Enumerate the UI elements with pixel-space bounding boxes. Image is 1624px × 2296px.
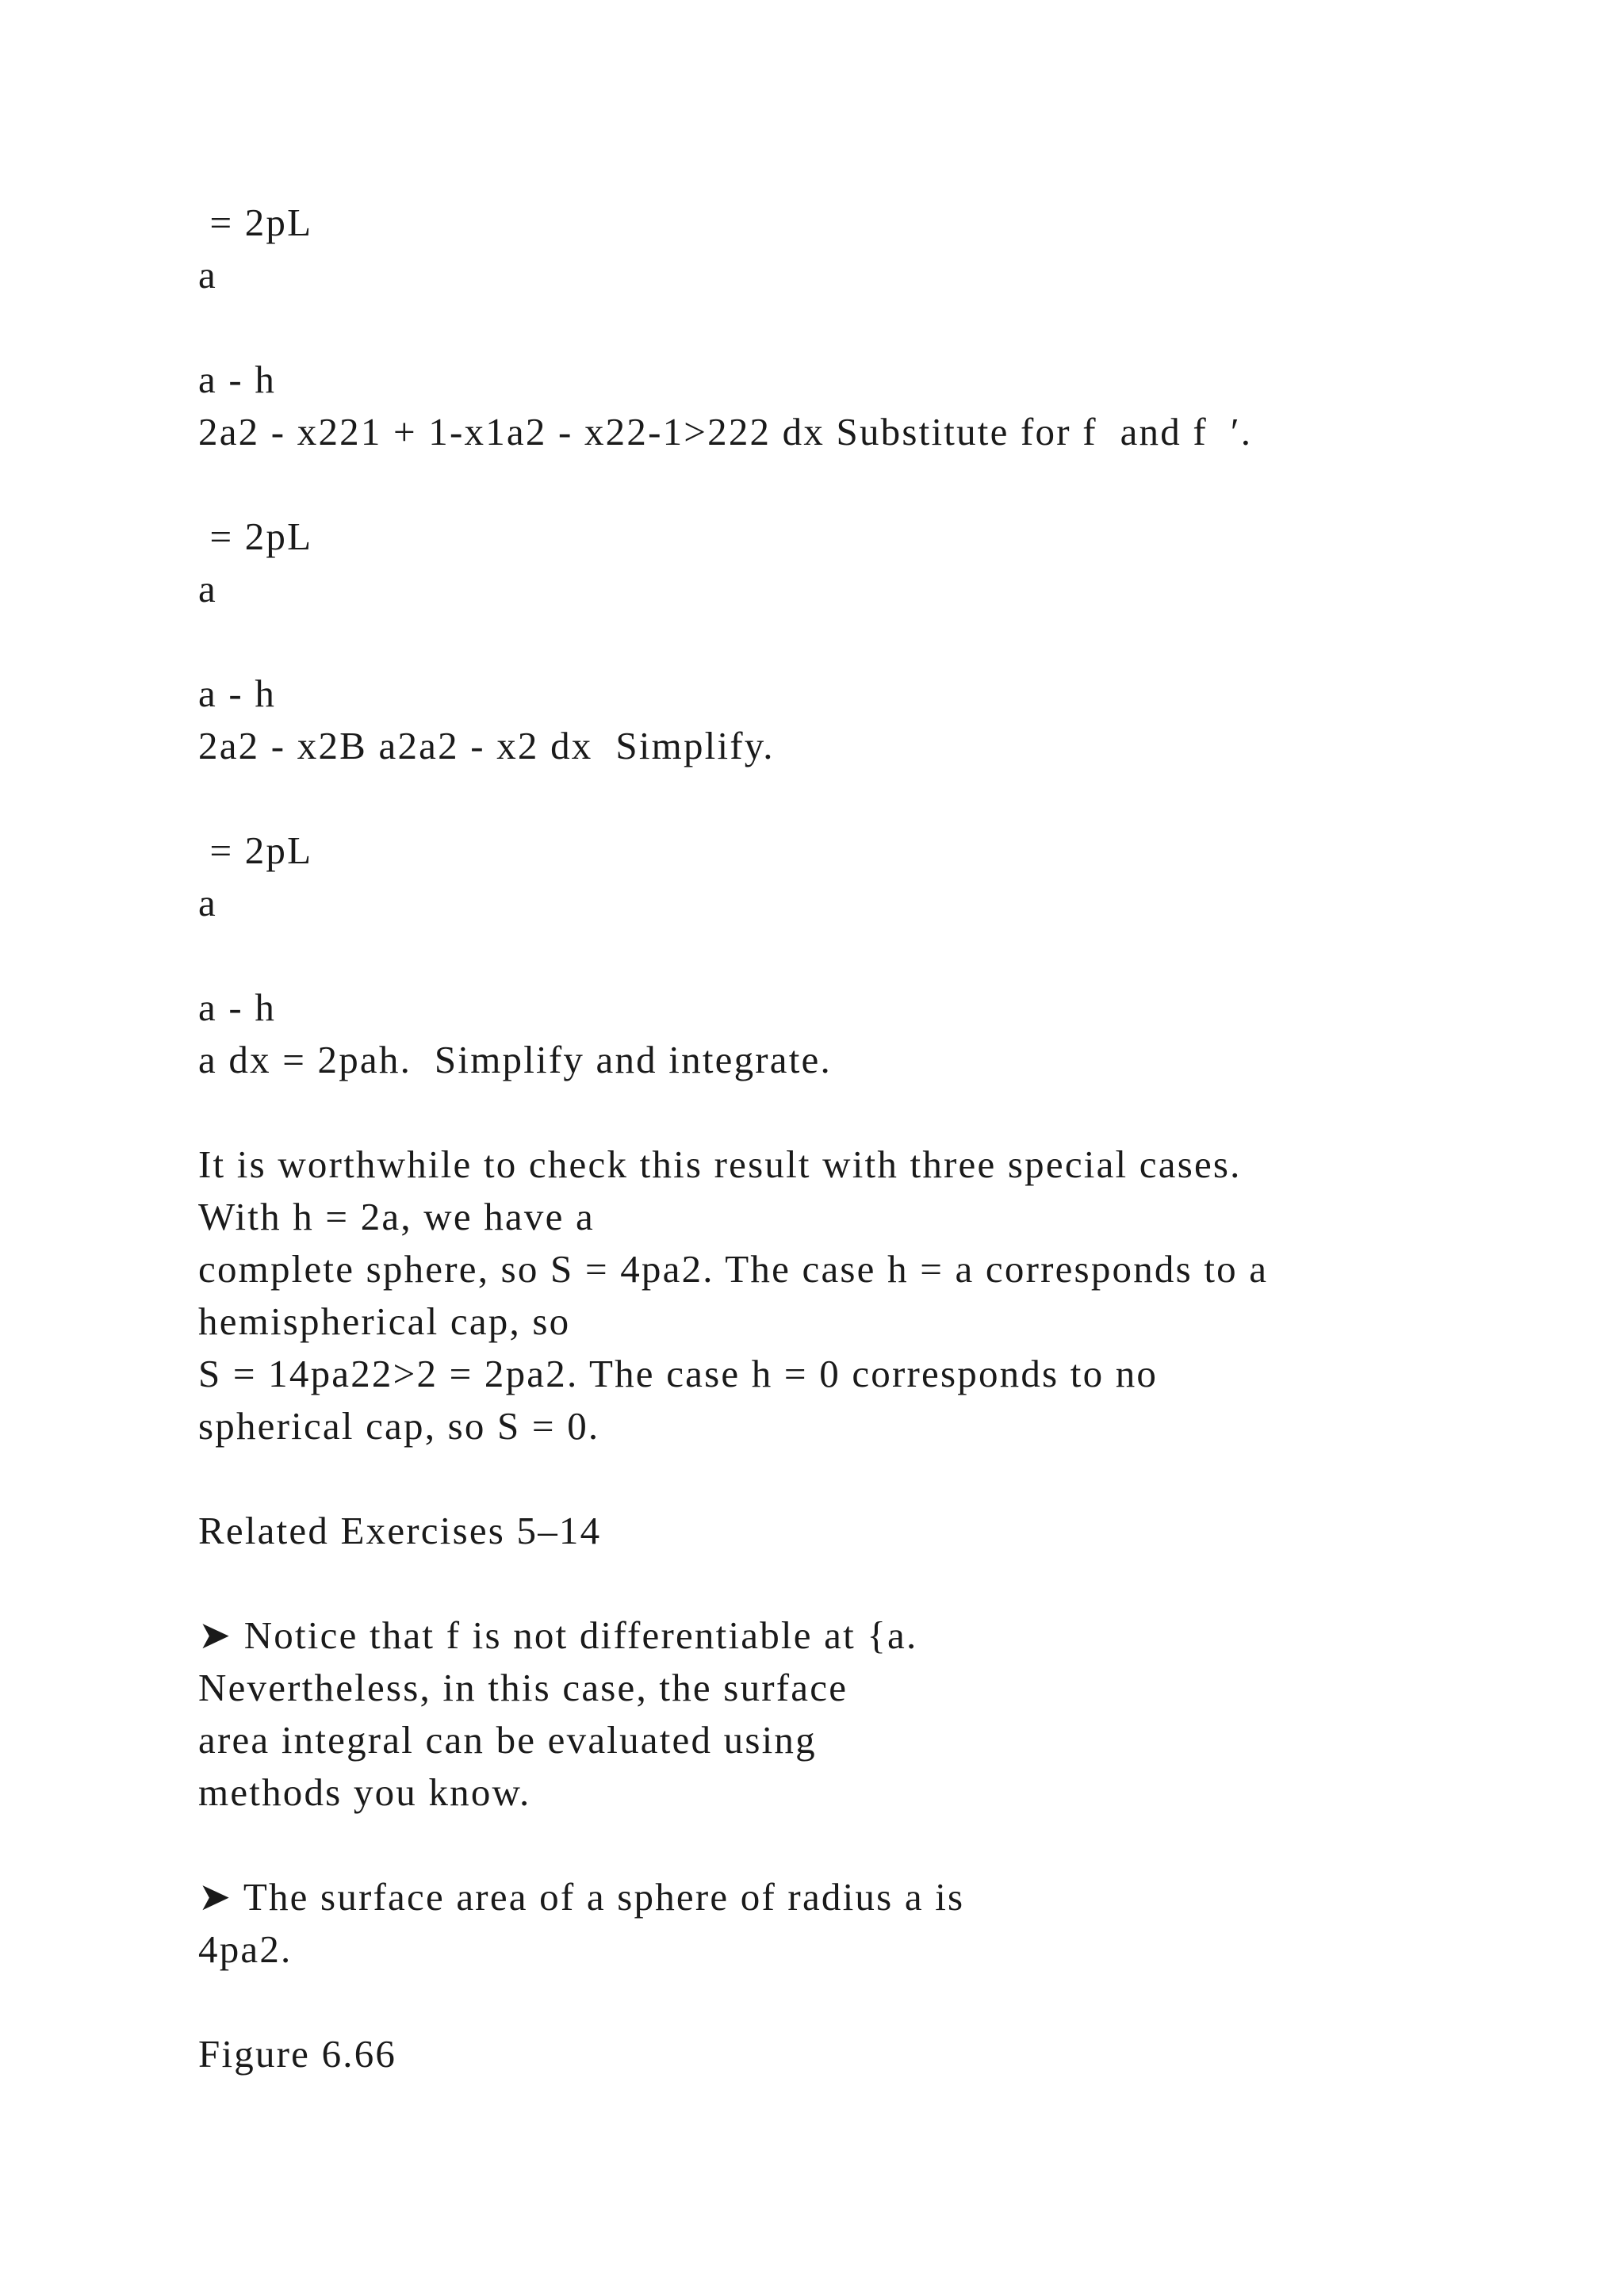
text-line: = 2pL <box>198 515 313 558</box>
text-line: With h = 2a, we have a <box>198 1195 595 1238</box>
text-line: 2a2 - x221 + 1-x1a2 - x22-1>222 dx Substitute for f and f ′. <box>198 410 1253 453</box>
text-line: S = 14pa22>2 = 2pa2. The case h = 0 corresponds to no <box>198 1352 1159 1395</box>
text-line: a - h <box>198 985 277 1029</box>
text-line: = 2pL <box>198 828 313 872</box>
text-line: Figure 6.66 <box>198 2032 397 2076</box>
text-line: a <box>198 253 217 297</box>
text-line: Related Exercises 5–14 <box>198 1509 602 1552</box>
text-line: = 2pL <box>198 201 313 244</box>
text-line: a - h <box>198 672 277 715</box>
blank-line <box>198 1976 1546 2028</box>
blank-line <box>198 1819 1546 1871</box>
text-line: a - h <box>198 358 277 401</box>
text-line: ➤ Notice that f is not differentiable at {a. <box>198 1613 918 1657</box>
text-line: Nevertheless, in this case, the surface <box>198 1666 848 1709</box>
text-line: methods you know. <box>198 1770 531 1814</box>
text-line: ➤ The surface area of a sphere of radius a is <box>198 1875 965 1919</box>
text-line: a <box>198 567 217 610</box>
text-line: complete sphere, so S = 4pa2. The case h = a corresponds to a <box>198 1247 1269 1291</box>
text-line: It is worthwhile to check this result with three special cases. <box>198 1142 1242 1186</box>
text-line: area integral can be evaluated using <box>198 1718 817 1762</box>
text-line: 4pa2. <box>198 1927 293 1971</box>
text-line: hemispherical cap, so <box>198 1299 571 1343</box>
blank-line <box>198 1557 1546 1609</box>
text-line: a <box>198 881 217 924</box>
text-line: 2a2 - x2B a2a2 - x2 dx Simplify. <box>198 724 775 767</box>
blank-line <box>198 458 1546 511</box>
blank-line <box>198 1086 1546 1138</box>
blank-line <box>198 615 1546 668</box>
blank-line <box>198 1452 1546 1505</box>
blank-line <box>198 929 1546 982</box>
blank-line <box>198 301 1546 354</box>
blank-line <box>198 772 1546 825</box>
document-page <box>198 197 1546 2080</box>
text-line: a dx = 2pah. Simplify and integrate. <box>198 1038 832 1081</box>
text-line: spherical cap, so S = 0. <box>198 1404 600 1448</box>
